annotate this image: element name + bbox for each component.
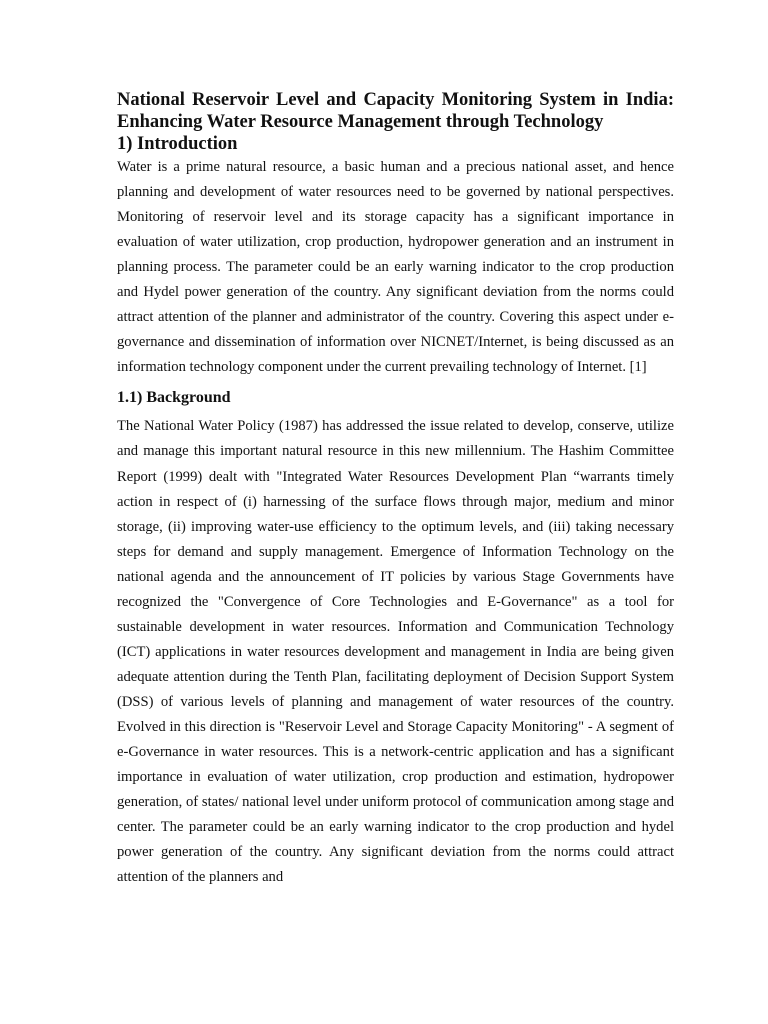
document-page: [117, 89, 674, 890]
section-body-introduction: Water is a prime natural resource, a basic human and a precious national asset, and hence planning and development of water resources need to be governed by national perspectives. Monitoring of reservoir level and its storage capacity has a significant importance in evaluation of water utilization, crop production, hydropower generation and an instrument in planning process. The parameter could be an early warning indicator to the crop production and Hydel power generation of the country. Any significant deviation from the norms could attract attention of the planner and administrator of the country. Covering this aspect under e-governance and dissemination of information over NICNET/Internet, is being discussed as an information technology component under the current prevailing technology of Internet. [1]: [117, 159, 674, 376]
section-heading-introduction: 1) Introduction: [117, 134, 238, 154]
section-body-background: The National Water Policy (1987) has addressed the issue related to develop, conserve, utilize and manage this important natural resource in this new millennium. The Hashim Committee Report (1999) dealt with "Integrated Water Resources Development Plan “warrants timely action in respect of (i) harnessing of the surface flows through major, medium and minor storage, (ii) improving water-use efficiency to the optimum levels, and (iii) taking necessary steps for demand and supply management. Emergence of Information Technology on the national agenda and the announcement of IT policies by various Stage Governments have recognized the "Convergence of Core Technologies and E-Governance" as a tool for sustainable development in water resources. Information and Communication Technology (ICT) applications in water resources development and management in India are being given adequate attention during the Tenth Plan, facilitating deployment of Decision Support System (DSS) of various levels of planning and management of water resources of the country. Evolved in this direction is "Reservoir Level and Storage Capacity Monitoring" - A segment of e-Governance in water resources. This is a network-centric application and has a significant importance in evaluation of water utilization, crop production and estimation, hydropower generation, of states/ national level under uniform protocol of communication among stage and center. The parameter could be an early warning indicator to the crop production and hydel power generation of the country. Any significant deviation from the norms could attract attention of the planners and: [117, 418, 674, 886]
section-heading-background: 1.1) Background: [117, 389, 231, 407]
document-title: National Reservoir Level and Capacity Monitoring System in India: Enhancing Water Resource Management through Technology: [117, 90, 674, 132]
